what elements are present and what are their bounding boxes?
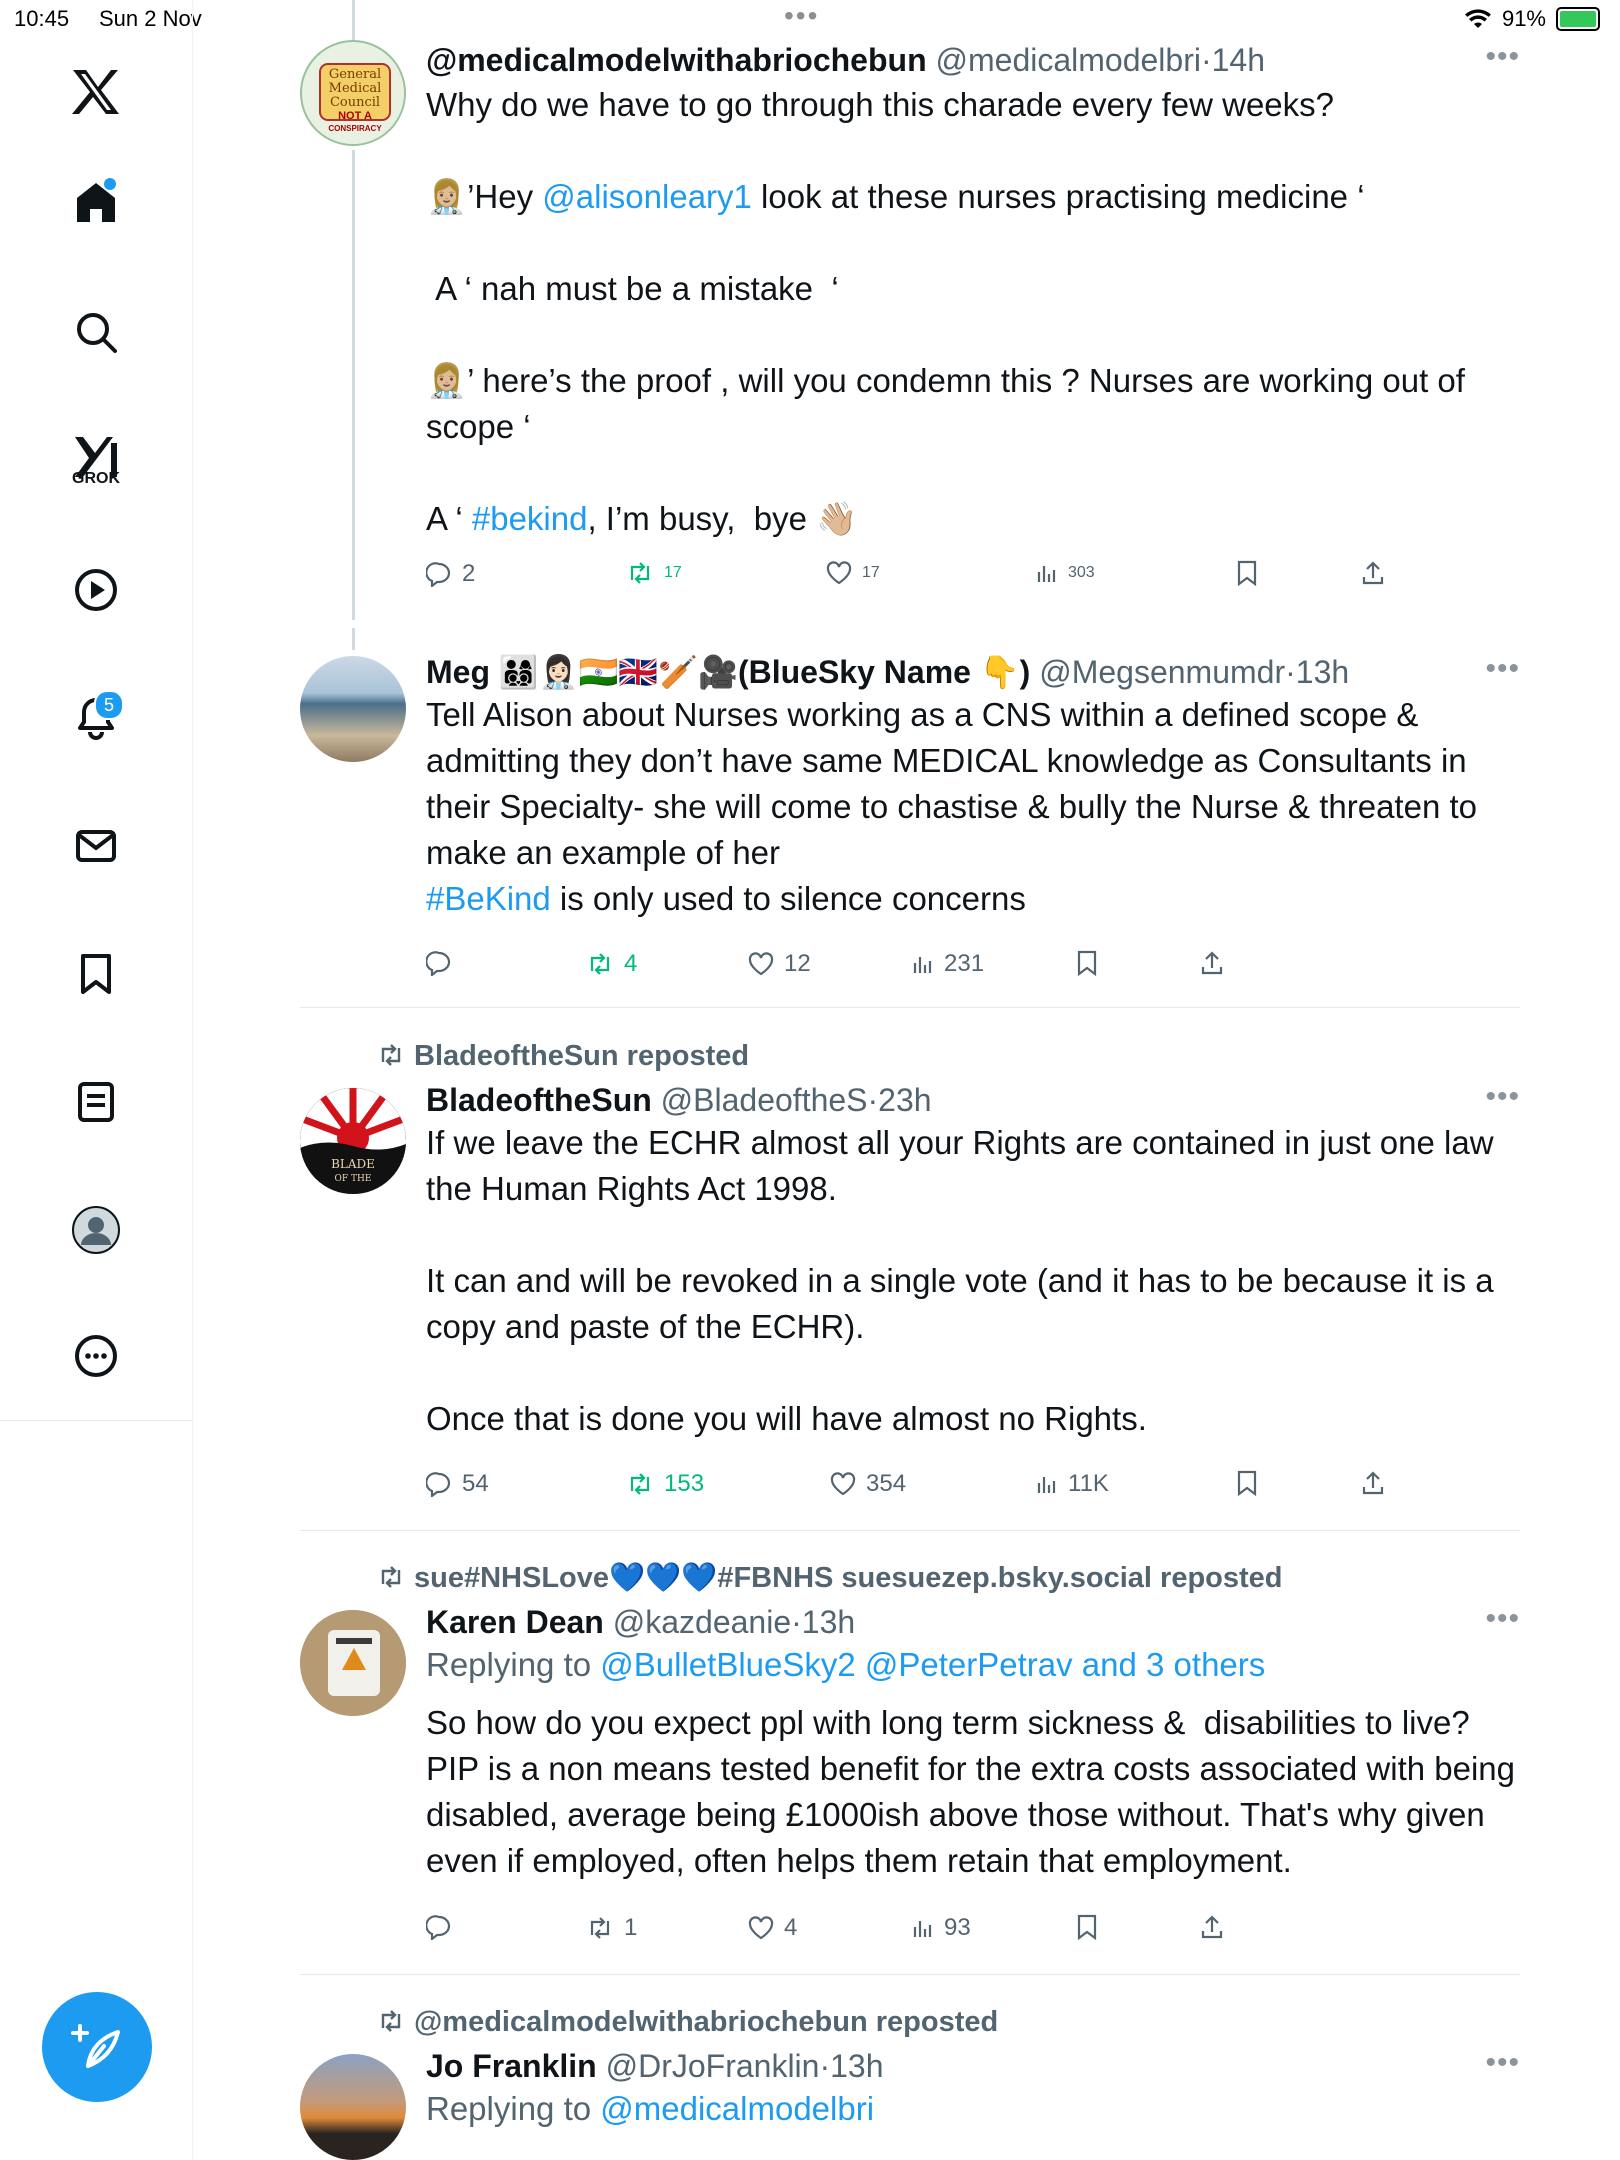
repost-button[interactable] — [586, 1914, 637, 1942]
repost-context[interactable] — [376, 2004, 998, 2040]
bookmark-icon — [1236, 560, 1258, 586]
grok-label: GROK — [72, 470, 120, 487]
views-button[interactable] — [1036, 1470, 1109, 1498]
timestamp[interactable]: 13h — [801, 1604, 856, 1640]
repost-icon — [626, 1471, 654, 1497]
tweet-text-line: look at these nurses practising medicine ‘ — [751, 178, 1365, 215]
multitasking-dots-icon[interactable]: ••• — [784, 0, 820, 31]
reply-count: 54 — [462, 1470, 489, 1497]
tweet-text-line: , I’m busy, bye — [587, 500, 817, 537]
repost-count: 1 — [624, 1914, 638, 1941]
sidebar-item-search[interactable] — [58, 294, 134, 370]
more-options-icon[interactable]: ••• — [1485, 1080, 1520, 1113]
article-icon — [74, 1080, 118, 1124]
author-handle[interactable]: @Megsenmumdr — [1039, 654, 1286, 690]
compose-icon — [70, 2020, 124, 2074]
tweet-text — [426, 1120, 1520, 1442]
repost-by: BladeoftheSun reposted — [414, 1040, 750, 1072]
replying-to-links[interactable]: @BulletBlueSky2 @PeterPetrav and 3 others — [600, 1646, 1266, 1683]
reply-button[interactable] — [426, 950, 462, 976]
bookmark-icon — [1236, 1470, 1258, 1496]
notifications-badge: 5 — [94, 690, 124, 720]
bookmark-button[interactable] — [1076, 1914, 1098, 1940]
more-options-icon[interactable]: ••• — [1485, 2046, 1520, 2079]
share-icon — [1200, 1914, 1224, 1940]
tweet[interactable] — [300, 1560, 1525, 1960]
video-icon — [74, 568, 118, 612]
views-icon — [1036, 1473, 1058, 1495]
tweet-text — [426, 692, 1520, 922]
repost-by: sue#NHSLove💙💙💙#FBNHS suesuezep.bsky.social reposted — [414, 1562, 1283, 1594]
profile-icon — [71, 1205, 121, 1255]
x-logo-icon[interactable] — [58, 54, 134, 130]
avatar[interactable] — [300, 1610, 406, 1716]
thread-line-top — [352, 0, 355, 40]
tweet-header — [426, 652, 1520, 692]
compose-button[interactable] — [42, 1992, 152, 2102]
reply-icon — [426, 561, 452, 587]
tweet[interactable] — [300, 1038, 1520, 1518]
author-handle[interactable]: @BladeoftheS — [660, 1082, 868, 1118]
repost-by: @medicalmodelwithabriochebun reposted — [414, 2006, 999, 2038]
emoji: 👩🏼‍⚕️ — [426, 178, 468, 215]
share-icon — [1361, 1470, 1385, 1496]
repost-icon — [586, 951, 614, 977]
reply-count: 2 — [462, 560, 476, 587]
avatar-text-2: OF THE — [334, 1174, 372, 1184]
views-button[interactable] — [1036, 560, 1095, 586]
tweet[interactable] — [300, 40, 1520, 630]
tweet-body — [426, 652, 1520, 922]
repost-button[interactable] — [626, 1470, 704, 1498]
avatar[interactable] — [300, 1088, 406, 1194]
tweet-header — [426, 1080, 1520, 1120]
tweet-text-line: Tell Alison about Nurses working as a CNS within a defined scope & admitting they don’t have same MEDICAL knowledge as Consultants in their Specialty- she will come to chastise & bully the Nurse & threaten to make an example of her — [426, 696, 1487, 871]
replying-to-label: Replying to — [426, 1646, 601, 1683]
sidebar-item-notifications[interactable] — [58, 680, 134, 756]
share-button[interactable] — [1200, 1914, 1224, 1940]
avatar[interactable] — [300, 2054, 406, 2160]
repost-context[interactable] — [376, 1560, 1283, 1596]
separator: · — [819, 2048, 831, 2084]
search-icon — [74, 310, 118, 354]
author-name[interactable]: @medicalmodelwithabriochebun — [426, 42, 927, 78]
views-count: 11K — [1068, 1470, 1109, 1497]
emoji: 👩🏼‍⚕️ — [426, 362, 468, 399]
views-icon — [912, 1917, 934, 1939]
author-handle[interactable]: @medicalmodelbri — [935, 42, 1201, 78]
repost-icon — [376, 1564, 406, 1590]
sidebar-item-home[interactable] — [58, 164, 134, 240]
like-count: 4 — [784, 1914, 798, 1941]
sidebar-item-messages[interactable] — [58, 808, 134, 884]
repost-icon — [586, 1915, 614, 1941]
avatar-text-1: General — [328, 67, 382, 82]
replying-to — [426, 2086, 1520, 2132]
author-handle[interactable]: @DrJoFranklin — [605, 2048, 820, 2084]
views-button[interactable] — [912, 1914, 971, 1942]
date: Sun 2 Nov — [99, 6, 202, 31]
repost-context[interactable] — [376, 1038, 749, 1074]
tweet-paragraph: If we leave the ECHR almost all your Rights are contained in just one law the Human Rights Act 1998. — [426, 1124, 1503, 1207]
timestamp[interactable]: 13h — [830, 2048, 884, 2084]
tweet-actions — [426, 1914, 1386, 1954]
more-icon — [74, 1334, 118, 1378]
tweet-text-line: ’Hey — [467, 178, 543, 215]
repost-icon — [376, 2008, 406, 2034]
hashtag-link[interactable]: #bekind — [471, 500, 588, 537]
views-count: 231 — [944, 950, 985, 977]
share-button[interactable] — [1361, 1470, 1385, 1496]
tweet-header — [426, 1602, 1520, 1642]
repost-count: 153 — [664, 1470, 705, 1497]
share-icon — [1200, 950, 1224, 976]
like-icon — [748, 1916, 774, 1940]
like-icon — [830, 1472, 856, 1496]
views-icon — [1036, 562, 1058, 584]
thread-line — [352, 628, 355, 650]
bookmark-button[interactable] — [1236, 560, 1258, 586]
views-count: 93 — [944, 1914, 971, 1941]
share-button[interactable] — [1361, 560, 1385, 586]
sidebar-divider — [0, 1420, 192, 1421]
reply-button[interactable] — [426, 1914, 462, 1940]
bookmark-icon — [74, 952, 118, 996]
battery-icon — [1556, 7, 1600, 31]
like-icon — [748, 952, 774, 976]
tweet-text: So how do you expect ppl with long term sickness & disabilities to live? PIP is a non means tested benefit for the extra costs associated with being disabled, average being £1000ish above those without. That's why given even if employed, often helps them retain that employment. — [426, 1704, 1525, 1879]
timestamp[interactable]: 14h — [1211, 42, 1266, 78]
battery-fill — [1560, 11, 1596, 27]
like-button[interactable] — [826, 560, 880, 586]
reply-icon — [426, 950, 452, 976]
timestamp[interactable]: 23h — [878, 1082, 932, 1118]
avatar-text-1: BLADE — [331, 1157, 375, 1171]
separator: · — [1200, 42, 1212, 78]
share-icon — [1361, 560, 1385, 586]
sidebar-item-grok[interactable] — [58, 418, 134, 494]
tweet-text-line: ’ here’s the proof , will you condemn this ? Nurses are working out of scope ‘ — [426, 362, 1475, 445]
views-button[interactable] — [912, 950, 984, 978]
reply-button[interactable] — [426, 1470, 489, 1498]
tweet-text — [426, 82, 1520, 542]
bookmark-icon — [1076, 950, 1098, 976]
like-icon — [826, 561, 852, 585]
timestamp[interactable]: 13h — [1295, 654, 1350, 690]
like-button[interactable] — [748, 950, 811, 978]
author-name[interactable]: BladeoftheSun — [426, 1082, 652, 1118]
repost-icon — [626, 560, 654, 586]
tweet-text-line: Why do we have to go through this charade every few weeks? — [426, 86, 1334, 123]
replying-to-links[interactable]: @medicalmodelbri — [600, 2090, 875, 2127]
tweet-divider — [300, 1007, 1520, 1008]
repost-button[interactable] — [626, 560, 682, 586]
like-button[interactable] — [830, 1470, 906, 1498]
reply-icon — [426, 1471, 452, 1497]
thread-line — [352, 150, 355, 620]
separator: · — [791, 1604, 802, 1640]
tweet-actions — [426, 1470, 1386, 1510]
tweet-divider — [300, 1974, 1520, 1975]
views-icon — [912, 953, 934, 975]
like-count: 354 — [866, 1470, 907, 1497]
avatar[interactable] — [300, 40, 406, 146]
tweet-body — [426, 40, 1520, 542]
tweet-actions — [426, 950, 1386, 990]
avatar[interactable] — [300, 656, 406, 762]
tweet-text-line: A ‘ nah must be a mistake ‘ — [426, 270, 839, 307]
sidebar — [0, 0, 193, 2160]
repost-count: 4 — [624, 950, 638, 977]
like-count: 17 — [862, 564, 880, 581]
author-name[interactable]: Karen Dean — [426, 1604, 604, 1640]
tweet-header — [426, 2046, 1520, 2086]
separator: · — [867, 1082, 879, 1118]
hashtag-link[interactable]: #BeKind — [426, 880, 551, 917]
tweet[interactable] — [300, 652, 1520, 1002]
avatar-text-5: CONSPIRACY — [328, 124, 382, 133]
tweet-header — [426, 40, 1520, 80]
reply-button[interactable] — [426, 560, 475, 588]
tweet[interactable] — [300, 2004, 1520, 2160]
sidebar-item-more[interactable] — [58, 1318, 134, 1394]
author-name[interactable]: Jo Franklin — [426, 2048, 597, 2084]
home-unread-dot — [104, 178, 116, 190]
tweet-body — [426, 1602, 1525, 1884]
author-name[interactable]: Meg 👨‍👩‍👦‍👦👩🏻‍⚕️🇮🇳🇬🇧🏏🎥(BlueSky Name 👇) — [426, 654, 1031, 690]
tweet-body — [426, 2046, 1520, 2132]
separator: · — [1285, 654, 1296, 690]
battery-percent: 91% — [1501, 6, 1546, 31]
like-button[interactable] — [748, 1914, 797, 1942]
bookmark-icon — [1076, 1914, 1098, 1940]
replying-to-label: Replying to — [426, 2090, 601, 2127]
tweet-divider — [300, 1530, 1520, 1531]
tweet-paragraph: It can and will be revoked in a single vote (and it has to be because it is a copy and paste of the ECHR). — [426, 1262, 1503, 1345]
share-button[interactable] — [1200, 950, 1224, 976]
like-count: 12 — [784, 950, 811, 977]
reply-icon — [426, 1914, 452, 1940]
bookmark-button[interactable] — [1076, 950, 1098, 976]
clock: 10:45 — [14, 6, 70, 31]
tweet-paragraph: Once that is done you will have almost no Rights. — [426, 1400, 1147, 1437]
avatar-text-4: NOT A — [338, 110, 372, 122]
sidebar-item-profile[interactable] — [58, 1192, 134, 1268]
tweet-text-line: A ‘ — [426, 500, 472, 537]
tweet-body — [426, 1080, 1520, 1442]
bookmark-button[interactable] — [1236, 1470, 1258, 1496]
more-options-icon[interactable]: ••• — [1485, 40, 1520, 73]
tweet-actions — [426, 560, 1386, 600]
avatar-text-2: Medical — [328, 81, 382, 96]
sidebar-item-bookmarks[interactable] — [58, 936, 134, 1012]
mention-link[interactable]: @alisonleary1 — [542, 178, 752, 215]
replying-to — [426, 1642, 1520, 1688]
more-options-icon[interactable]: ••• — [1485, 1602, 1520, 1635]
avatar-text-3: Council — [329, 95, 381, 110]
repost-count: 17 — [664, 564, 682, 581]
repost-button[interactable] — [586, 950, 637, 978]
views-count: 303 — [1068, 564, 1095, 581]
tweet-text-line: is only used to silence concerns — [550, 880, 1026, 917]
author-handle[interactable]: @kazdeanie — [612, 1604, 792, 1640]
repost-icon — [376, 1042, 406, 1068]
wave-emoji: 👋🏼 — [816, 500, 858, 537]
mail-icon — [74, 824, 118, 868]
sidebar-item-video[interactable] — [58, 552, 134, 628]
more-options-icon[interactable]: ••• — [1485, 652, 1520, 685]
sidebar-item-articles[interactable] — [58, 1064, 134, 1140]
